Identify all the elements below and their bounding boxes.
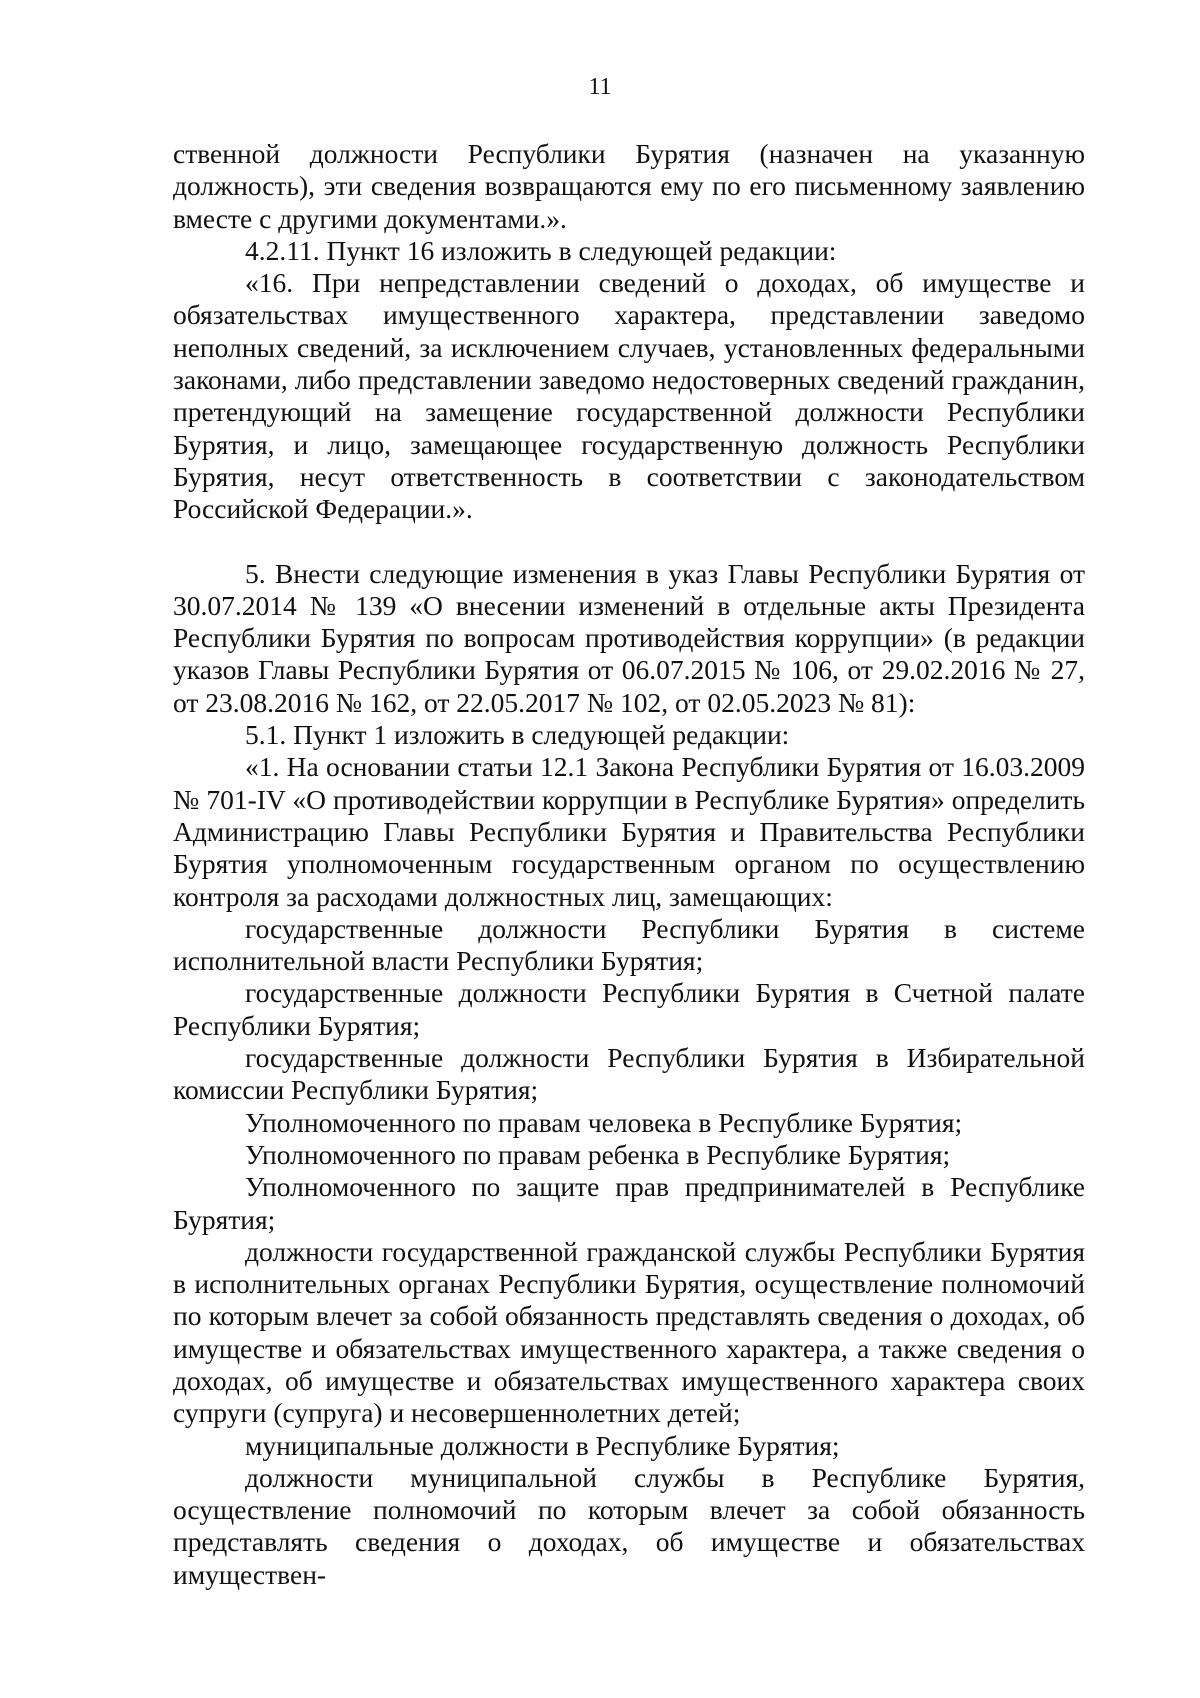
list-item-executive-power: государственные должности Республики Бурятия в системе исполнительной власти Республики Бурятия; bbox=[173, 912, 1085, 977]
list-item-accounts-chamber: государственные должности Республики Бурятия в Счетной палате Республики Бурятия; bbox=[173, 977, 1085, 1041]
paragraph-5-1-heading: 5.1. Пункт 1 изложить в следующей редакции: bbox=[245, 719, 790, 751]
page-number: 11 bbox=[588, 74, 612, 100]
list-item-civil-service: должности государственной гражданской службы Республики Бурятия в исполнительных органах Республики Бурятия, осуществление полномочий по которым влечет за собой обязанность представлять сведения о доходах, об имуществе и обязательствах имущественного характера, а также сведения о доходах, об имуществе и обязательствах имущественного характера своих супруги (супруга) и несовершеннолетних детей; bbox=[173, 1235, 1085, 1429]
paragraph-continuation: ственной должности Республики Бурятия (назначен на указанную должность), эти сведения возвращаются ему по его письменному заявлению вместе с другими документами.». bbox=[173, 138, 1085, 234]
list-item-human-rights-commissioner: Уполномоченного по правам человека в Республике Бурятия; bbox=[245, 1106, 963, 1138]
list-item-municipal-positions: муниципальные должности в Республике Бурятия; bbox=[245, 1429, 840, 1461]
list-item-child-rights-commissioner: Уполномоченного по правам ребенка в Республике Бурятия; bbox=[245, 1138, 951, 1170]
list-item-election-commission: государственные должности Республики Бурятия в Избирательной комиссии Республики Бурятия; bbox=[173, 1042, 1085, 1106]
list-item-entrepreneurs-commissioner: Уполномоченного по защите прав предпринимателей в Республике Бурятия; bbox=[173, 1171, 1085, 1235]
paragraph-4-2-11-heading: 4.2.11. Пункт 16 изложить в следующей редакции: bbox=[245, 234, 837, 266]
paragraph-item-1-text: «1. На основании статьи 12.1 Закона Республики Бурятия от 16.03.2009 № 701-IV «О противодействии коррупции в Республике Бурятия» определить Администрацию Главы Республики Бурятия и Правительства Республики Бурятия уполномоченным государственным органом по осуществлению контроля за расходами должностных лиц, замещающих: bbox=[173, 751, 1085, 912]
document-body bbox=[173, 138, 1085, 1591]
paragraph-16-text: «16. При непредставлении сведений о доходах, об имуществе и обязательствах имущественного характера, представлении заведомо неполных сведений, за исключением случаев, установленных федеральными законами, либо представлении заведомо недостоверных сведений гражданин, претендующий на замещение государственной должности Республики Бурятия, и лицо, замещающее государственную должность Республики Бурятия, несут ответственность в соответствии с законодательством Российской Федерации.». bbox=[173, 267, 1085, 525]
list-item-municipal-service: должности муниципальной службы в Республике Бурятия, осуществление полномочий по которым влечет за собой обязанность представлять сведения о доходах, об имуществе и обязательствах имуществен- bbox=[173, 1461, 1085, 1590]
paragraph-section-5: 5. Внести следующие изменения в указ Главы Республики Бурятия от 30.07.2014 № 139 «О внесении изменений в отдельные акты Президента Республики Бурятия по вопросам противодействия коррупции» (в редакции указов Главы Республики Бурятия от 06.07.2015 № 106, от 29.02.2016 № 27, от 23.08.2016 № 162, от 22.05.2017 № 102, от 02.05.2023 № 81): bbox=[173, 557, 1085, 718]
